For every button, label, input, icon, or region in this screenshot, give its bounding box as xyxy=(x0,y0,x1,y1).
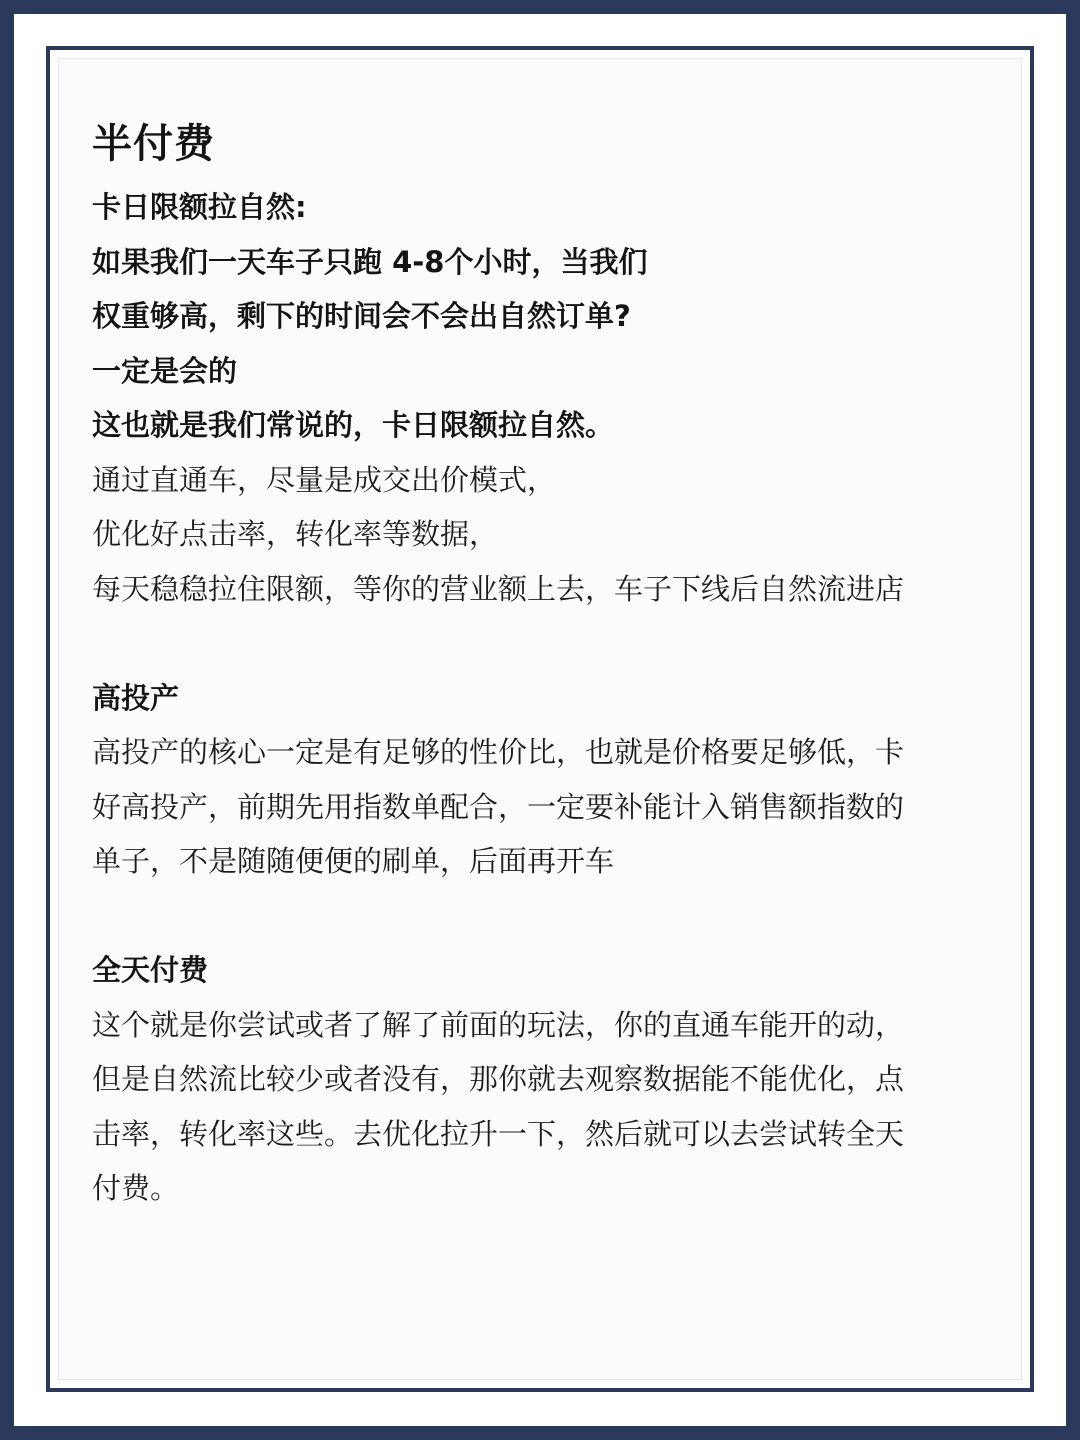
paragraph-line: 击率，转化率这些。去优化拉升一下，然后就可以去尝试转全天 xyxy=(92,1116,905,1151)
spacer xyxy=(92,616,992,671)
spacer xyxy=(92,889,992,944)
paragraph-line: 每天稳稳拉住限额，等你的营业额上去，车子下线后自然流进店 xyxy=(92,571,905,606)
paragraph-line: 一定是会的 xyxy=(92,353,238,388)
paragraph-line: 但是自然流比较少或者没有，那你就去观察数据能不能优化，点 xyxy=(92,1062,905,1096)
paragraph-line: 权重够高，剩下的时间会不会出自然订单? xyxy=(92,299,631,333)
paragraph-line: 通过直通车，尽量是成交出价模式， xyxy=(92,462,557,497)
paragraph-line: 单子，不是随随便便的刷单，后面再开车 xyxy=(92,844,615,878)
document-content xyxy=(92,112,992,1216)
section-full-day-paid xyxy=(92,943,992,1216)
section-heading: 高投产 xyxy=(92,680,180,715)
section-half-paid xyxy=(92,180,992,616)
paragraph-line: 如果我们一天车子只跑 4-8个小时，当我们 xyxy=(92,244,648,279)
section-heading: 全天付费 xyxy=(92,953,209,987)
section-high-roi xyxy=(92,671,992,889)
paragraph-line: 好高投产，前期先用指数单配合，一定要补能计入销售额指数的 xyxy=(92,789,905,824)
paragraph-line: 优化好点击率，转化率等数据， xyxy=(92,517,499,551)
page-title: 半付费 xyxy=(92,121,215,167)
paragraph-line: 高投产的核心一定是有足够的性价比，也就是价格要足够低，卡 xyxy=(92,735,905,769)
paragraph-line: 这个就是你尝试或者了解了前面的玩法，你的直通车能开的动， xyxy=(92,1007,905,1042)
paragraph-line: 这也就是我们常说的，卡日限额拉自然。 xyxy=(92,408,615,442)
paragraph-line: 付费。 xyxy=(92,1171,180,1205)
section-subtitle: 卡日限额拉自然: xyxy=(92,190,307,224)
